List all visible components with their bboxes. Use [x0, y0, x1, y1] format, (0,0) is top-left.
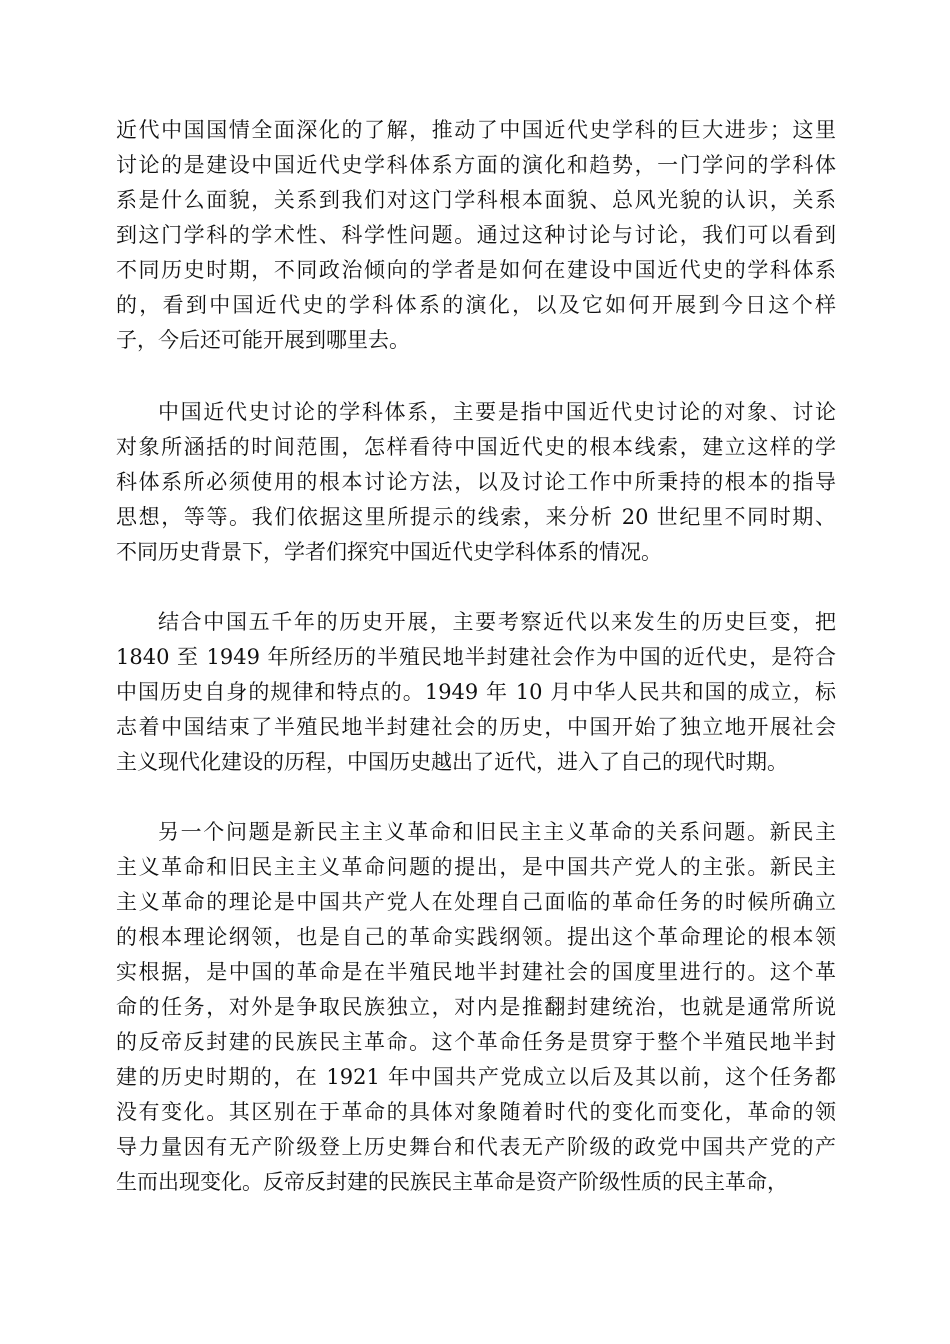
text-line: 主义革命的理论是中国共产党人在处理自己面临的革命任务的时候所确立	[116, 890, 836, 914]
text-line: 主义革命和旧民主主义革命问题的提出，是中国共产党人的主张。新民主	[116, 855, 836, 879]
text-line: 到这门学科的学术性、科学性问题。通过这种讨论与讨论，我们可以看到	[116, 223, 836, 247]
text-line: 讨论的是建设中国近代史学科体系方面的演化和趋势，一门学问的学科体	[116, 153, 836, 177]
text-line: 科体系所必须使用的根本讨论方法，以及讨论工作中所秉持的根本的指导	[116, 470, 836, 494]
text-line: 近代中国国情全面深化的了解，推动了中国近代史学科的巨大进步；这里	[116, 118, 836, 142]
text-line: 思想，等等。我们依据这里所提示的线索，来分析 20 世纪里不同时期、	[116, 505, 836, 529]
text-line: 系是什么面貌，关系到我们对这门学科根本面貌、总风光貌的认识，关系	[116, 188, 836, 212]
text-line: 子，今后还可能开展到哪里去。	[116, 328, 410, 352]
text-line: 的根本理论纲领，也是自己的革命实践纲领。提出这个革命理论的根本领	[116, 925, 836, 949]
text-line: 没有变化。其区别在于革命的具体对象随着时代的变化而变化，革命的领	[116, 1100, 836, 1124]
text-line: 结合中国五千年的历史开展，主要考察近代以来发生的历史巨变，把	[158, 610, 836, 634]
text-line: 另一个问题是新民主主义革命和旧民主主义革命的关系问题。新民主	[158, 820, 836, 844]
text-line: 的，看到中国近代史的学科体系的演化，以及它如何开展到今日这个样	[116, 293, 836, 317]
text-line: 实根据，是中国的革命是在半殖民地半封建社会的国度里进行的。这个革	[116, 960, 836, 984]
text-line: 志着中国结束了半殖民地半封建社会的历史，中国开始了独立地开展社会	[116, 715, 836, 739]
text-line: 生而出现变化。反帝反封建的民族民主革命是资产阶级性质的民主革命，	[116, 1170, 788, 1194]
text-line: 不同历史时期，不同政治倾向的学者是如何在建设中国近代史的学科体系	[116, 258, 836, 282]
text-line: 主义现代化建设的历程，中国历史越出了近代，进入了自己的现代时期。	[116, 750, 788, 774]
text-line: 命的任务，对外是争取民族独立，对内是推翻封建统治，也就是通常所说	[116, 995, 836, 1019]
text-line: 1840 至 1949 年所经历的半殖民地半封建社会作为中国的近代史，是符合	[116, 645, 836, 669]
text-line: 的反帝反封建的民族民主革命。这个革命任务是贯穿于整个半殖民地半封	[116, 1030, 836, 1054]
text-line: 对象所涵括的时间范围，怎样看待中国近代史的根本线索，建立这样的学	[116, 435, 836, 459]
text-line: 导力量因有无产阶级登上历史舞台和代表无产阶级的政党中国共产党的产	[116, 1135, 836, 1159]
text-line: 不同历史背景下，学者们探究中国近代史学科体系的情况。	[116, 540, 662, 564]
text-line: 中国近代史讨论的学科体系，主要是指中国近代史讨论的对象、讨论	[158, 400, 836, 424]
text-line: 中国历史自身的规律和特点的。1949 年 10 月中华人民共和国的成立，标	[116, 680, 836, 704]
text-line: 建的历史时期的，在 1921 年中国共产党成立以后及其以前，这个任务都	[116, 1065, 836, 1089]
